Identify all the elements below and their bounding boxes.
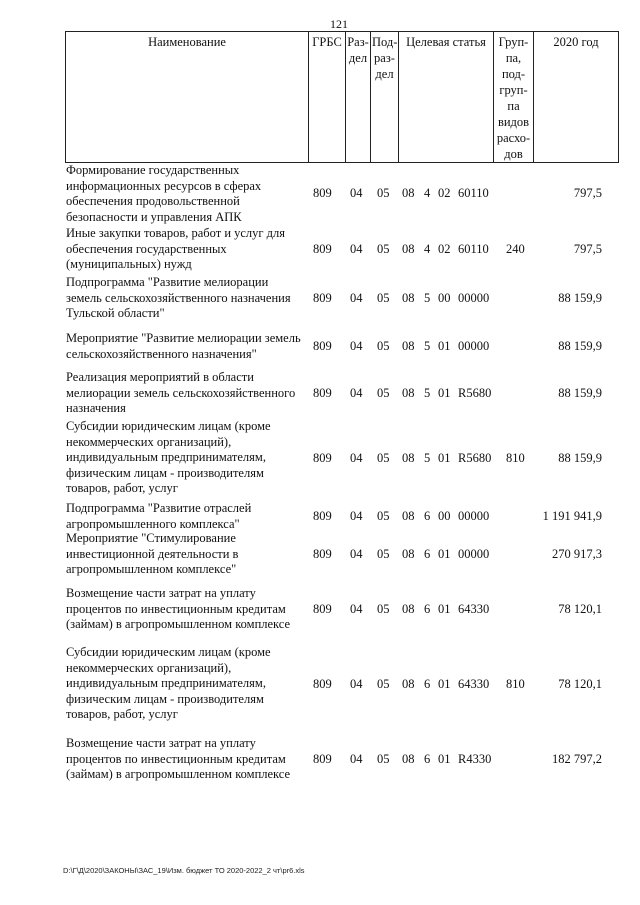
row-sum: 88 159,9 [558,451,602,465]
row-sum: 797,5 [573,186,602,200]
row-target-code: 64330 [458,677,490,691]
row-target-program: 08 [402,547,415,561]
row-razdel: 04 [350,186,363,200]
row-razdel: 04 [350,451,363,465]
row-target-event: 02 [438,242,451,256]
row-target-subprogram: 5 [424,291,431,305]
row-razdel: 04 [350,386,363,400]
row-target-code: R4330 [458,752,492,766]
row-target-code: R5680 [458,386,492,400]
row-sum: 797,5 [573,242,602,256]
row-target-event: 01 [438,677,451,691]
row-name: Мероприятие "Развитие мелиорации земель сельскохозяйственного назначения" [66,331,301,361]
row-sum: 182 797,2 [552,752,602,766]
row-target-program: 08 [402,291,415,305]
row-podrazdel: 05 [377,677,390,691]
row-name: Субсидии юридическим лицам (кроме некоммерческих организаций), индивидуальным предпринимателям, физическим лицам - производителям товаров, работ, услуг [66,419,271,495]
file-path-footer: D:\Г\Д\2020\ЗАКОНЫ\ЗАС_19\Изм. бюджет ТО 2020-2022_2 чт\pr6.xls [63,866,305,875]
row-razdel: 04 [350,291,363,305]
row-sum: 88 159,9 [558,339,602,353]
row-target-event: 00 [438,509,451,523]
row-sum: 88 159,9 [558,291,602,305]
row-name: Иные закупки товаров, работ и услуг для обеспечения государственных (муниципальных) нужд [66,226,286,271]
row-vr: 240 [506,242,525,256]
row-target-code: 00000 [458,509,490,523]
row-sum: 88 159,9 [558,386,602,400]
row-target-program: 08 [402,339,415,353]
header-name: Наименование [66,32,309,163]
row-target-event: 01 [438,339,451,353]
row-target-subprogram: 6 [424,752,431,766]
header-razdel: Раз- дел [346,32,371,163]
row-razdel: 04 [350,602,363,616]
row-target-program: 08 [402,752,415,766]
row-name: Подпрограмма "Развитие отраслей агропромышленного комплекса" [66,501,252,531]
row-target-event: 00 [438,291,451,305]
row-name: Формирование государственных информационных ресурсов в сферах обеспечения продовольственной безопасности и управления АПК [66,163,262,224]
row-target-subprogram: 4 [424,186,431,200]
row-razdel: 04 [350,547,363,561]
row-razdel: 04 [350,752,363,766]
row-target-code: 60110 [458,186,489,200]
row-target-program: 08 [402,242,415,256]
row-podrazdel: 05 [377,386,390,400]
row-target-event: 01 [438,602,451,616]
row-target-program: 08 [402,186,415,200]
table-header [65,31,619,163]
header-target: Целевая статья [399,32,494,163]
header-grbs: ГРБС [309,32,346,163]
row-grbs: 809 [313,752,332,766]
row-podrazdel: 05 [377,242,390,256]
row-target-subprogram: 6 [424,547,431,561]
row-grbs: 809 [313,291,332,305]
row-grbs: 809 [313,602,332,616]
row-name: Возмещение части затрат на уплату процентов по инвестиционным кредитам (займам) в агропромышленном комплексе [66,736,291,781]
row-name: Мероприятие "Стимулирование инвестиционной деятельности в агропромышленном комплексе" [66,531,239,576]
header-group: Груп- па, под- груп- па видов расхо- дов [494,32,534,163]
row-target-program: 08 [402,509,415,523]
row-grbs: 809 [313,339,332,353]
row-target-subprogram: 5 [424,339,431,353]
row-target-subprogram: 6 [424,602,431,616]
row-razdel: 04 [350,339,363,353]
row-name: Субсидии юридическим лицам (кроме некоммерческих организаций), индивидуальным предпринимателям, физическим лицам - производителям товаров, работ, услуг [66,645,271,721]
row-grbs: 809 [313,186,332,200]
row-grbs: 809 [313,242,332,256]
row-sum: 1 191 941,9 [542,509,602,523]
header-podrazdel: Под- раз- дел [371,32,399,163]
row-target-subprogram: 5 [424,451,431,465]
row-vr: 810 [506,677,525,691]
page-number: 121 [330,17,348,31]
row-target-code: 00000 [458,547,490,561]
row-target-program: 08 [402,602,415,616]
row-razdel: 04 [350,242,363,256]
row-grbs: 809 [313,386,332,400]
row-vr: 810 [506,451,525,465]
row-target-subprogram: 4 [424,242,431,256]
row-name: Реализация мероприятий в области мелиорации земель сельскохозяйственного назначения [66,370,296,415]
row-grbs: 809 [313,547,332,561]
row-target-program: 08 [402,386,415,400]
row-razdel: 04 [350,677,363,691]
row-sum: 78 120,1 [558,602,602,616]
row-target-code: 60110 [458,242,489,256]
row-target-code: R5680 [458,451,492,465]
row-target-event: 02 [438,186,451,200]
header-year: 2020 год [534,32,619,163]
row-target-subprogram: 5 [424,386,431,400]
row-target-subprogram: 6 [424,509,431,523]
row-podrazdel: 05 [377,186,390,200]
row-podrazdel: 05 [377,451,390,465]
row-sum: 270 917,3 [552,547,602,561]
row-razdel: 04 [350,509,363,523]
row-grbs: 809 [313,677,332,691]
row-target-event: 01 [438,386,451,400]
row-podrazdel: 05 [377,752,390,766]
row-podrazdel: 05 [377,547,390,561]
row-name: Возмещение части затрат на уплату процентов по инвестиционным кредитам (займам) в агропромышленном комплексе [66,586,291,631]
row-target-event: 01 [438,451,451,465]
row-podrazdel: 05 [377,602,390,616]
row-target-program: 08 [402,677,415,691]
row-sum: 78 120,1 [558,677,602,691]
row-target-event: 01 [438,752,451,766]
row-podrazdel: 05 [377,291,390,305]
row-target-code: 00000 [458,291,490,305]
row-podrazdel: 05 [377,509,390,523]
row-podrazdel: 05 [377,339,390,353]
row-target-event: 01 [438,547,451,561]
row-target-code: 64330 [458,602,490,616]
row-grbs: 809 [313,451,332,465]
row-grbs: 809 [313,509,332,523]
row-target-program: 08 [402,451,415,465]
row-target-subprogram: 6 [424,677,431,691]
row-target-code: 00000 [458,339,490,353]
row-name: Подпрограмма "Развитие мелиорации земель сельскохозяйственного назначения Тульской области" [66,275,291,320]
